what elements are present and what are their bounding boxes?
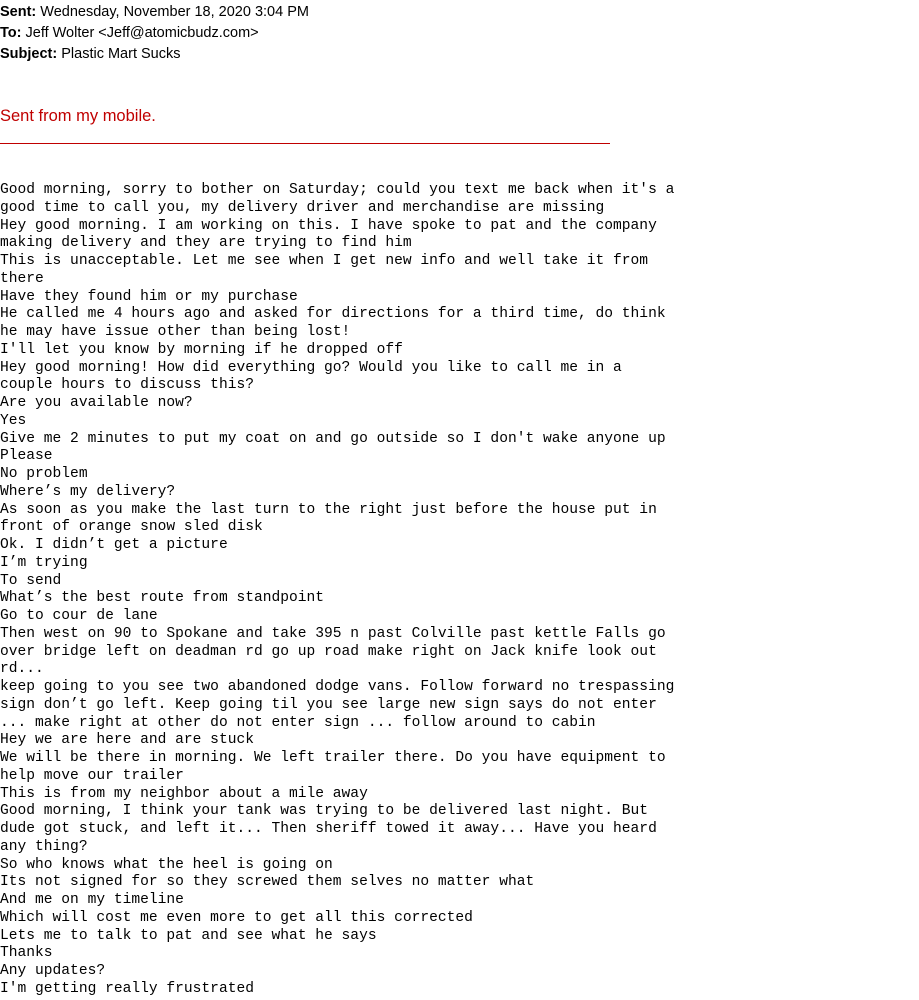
signature-divider <box>0 143 610 144</box>
message-line: No problem <box>0 466 88 482</box>
message-line: keep going to you see two abandoned dodge vans. Follow forward no trespassing <box>0 679 675 695</box>
message-line: Have they found him or my purchase <box>0 288 298 305</box>
message-line: To send <box>0 572 62 589</box>
message-line: help move our trailer <box>0 767 184 784</box>
message-line: Hey good morning! How did everything go? Would you like to call me in a <box>0 359 622 376</box>
message-line: I'll let you know by morning if he dropped off <box>0 341 403 358</box>
message-line: Lets me to talk to pat and see what he says <box>0 927 377 944</box>
message-line: there <box>0 270 44 287</box>
subject-value: Plastic Mart Sucks <box>61 46 181 62</box>
message-line: Any updates? <box>0 963 106 979</box>
message-line: This is from my neighbor about a mile away <box>0 785 368 802</box>
message-line: We will be there in morning. We left trailer there. Do you have equipment to <box>0 750 666 766</box>
message-line: Ok. I didn’t get a picture <box>0 537 228 553</box>
message-line: Good morning, sorry to bother on Saturday; could you text me back when it's a <box>0 182 675 198</box>
message-line: And me on my timeline <box>0 892 184 908</box>
message-line: Then west on 90 to Spokane and take 395 n past Colville past kettle Falls go <box>0 625 666 642</box>
message-line: This is unacceptable. Let me see when I get new info and well take it from <box>0 253 649 269</box>
message-line: I'm getting really frustrated <box>0 980 254 997</box>
message-line: Its not signed for so they screwed them selves no matter what <box>0 874 535 891</box>
sent-label: Sent: <box>0 4 37 20</box>
message-line: he may have issue other than being lost! <box>0 324 351 340</box>
message-body <box>0 182 919 999</box>
message-line: Please <box>0 448 53 465</box>
message-line: Go to cour de lane <box>0 608 158 624</box>
message-line: rd... <box>0 661 44 678</box>
message-line: Are you available now? <box>0 395 193 411</box>
message-line: any thing? <box>0 838 88 855</box>
sent-row <box>0 2 309 23</box>
message-line: sign don’t go left. Keep going til you see large new sign says do not enter <box>0 696 657 713</box>
to-label: To: <box>0 25 22 41</box>
message-line: Hey we are here and are stuck <box>0 732 254 749</box>
message-line: ... make right at other do not enter sign ... follow around to cabin <box>0 714 596 731</box>
message-line: I’m trying <box>0 554 88 571</box>
message-line: What’s the best route from standpoint <box>0 590 325 607</box>
message-line: Give me 2 minutes to put my coat on and go outside so I don't wake anyone up <box>0 430 666 447</box>
message-line: over bridge left on deadman rd go up road make right on Jack knife look out <box>0 643 657 660</box>
email-header <box>0 2 309 65</box>
message-line: making delivery and they are trying to find him <box>0 235 412 252</box>
subject-label: Subject: <box>0 46 58 62</box>
message-line: Hey good morning. I am working on this. I have spoke to pat and the company <box>0 217 657 234</box>
subject-row <box>0 44 309 65</box>
message-line: Yes <box>0 412 27 429</box>
message-line: As soon as you make the last turn to the right just before the house put in <box>0 501 657 518</box>
message-line: front of orange snow sled disk <box>0 519 263 536</box>
message-line: dude got stuck, and left it... Then sheriff towed it away... Have you heard <box>0 821 657 837</box>
message-line: Good morning, I think your tank was trying to be delivered last night. But <box>0 803 649 820</box>
message-line: Where’s my delivery? <box>0 483 176 500</box>
message-line: He called me 4 hours ago and asked for directions for a third time, do think <box>0 306 666 323</box>
message-line: Thanks <box>0 945 53 962</box>
message-line: couple hours to discuss this? <box>0 377 254 394</box>
mobile-signature: Sent from my mobile. <box>0 107 156 125</box>
message-line: Which will cost me even more to get all this corrected <box>0 909 473 926</box>
to-value: Jeff Wolter <Jeff@atomicbudz.com> <box>25 25 259 41</box>
to-row <box>0 23 309 44</box>
sent-value: Wednesday, November 18, 2020 3:04 PM <box>40 4 309 20</box>
message-line: good time to call you, my delivery driver and merchandise are missing <box>0 199 605 216</box>
message-line: So who knows what the heel is going on <box>0 856 333 873</box>
